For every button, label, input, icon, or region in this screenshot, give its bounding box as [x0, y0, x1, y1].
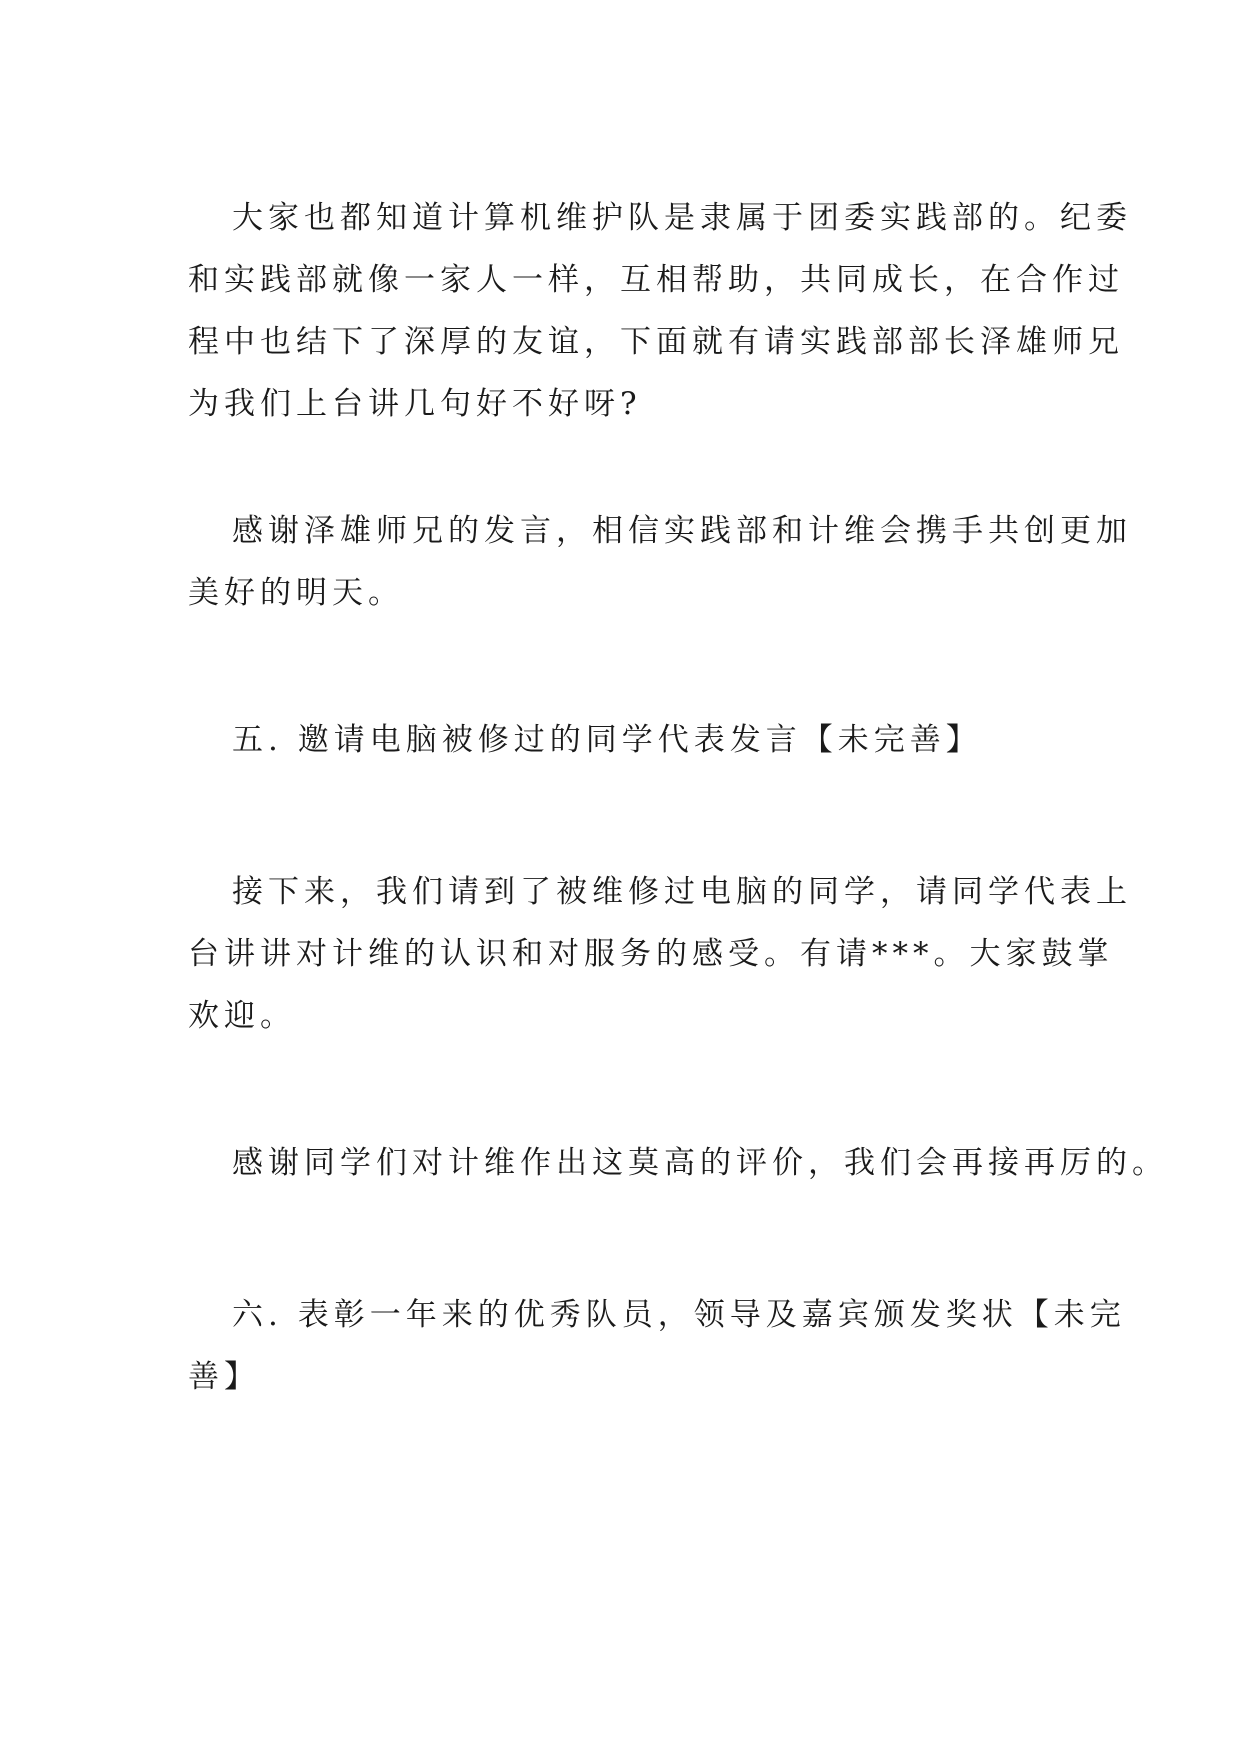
text-line: 大家也都知道计算机维护队是隶属于团委实践部的。纪委	[232, 200, 1132, 236]
paragraph-invite-students	[188, 861, 1132, 1047]
text-line: 接下来，我们请到了被维修过电脑的同学，请同学代表上	[232, 874, 1132, 910]
text-line: 欢迎。	[188, 998, 296, 1034]
text-line: 台讲讲对计维的认识和对服务的感受。有请***。大家鼓掌	[188, 936, 1114, 972]
section-heading-six	[188, 1284, 1126, 1408]
text-line: 为我们上台讲几句好不好呀?	[188, 386, 642, 422]
text-line: 美好的明天。	[188, 575, 404, 611]
text-line: 五. 邀请电脑被修过的同学代表发言【未完善】	[232, 722, 982, 758]
paragraph-thanks-minister	[188, 500, 1132, 624]
section-heading-five	[188, 709, 1068, 771]
text-line: 善】	[188, 1359, 260, 1395]
paragraph-invite-practice-minister	[188, 187, 1132, 435]
text-line: 六. 表彰一年来的优秀队员，领导及嘉宾颁发奖状【未完	[232, 1297, 1126, 1333]
text-line: 和实践部就像一家人一样，互相帮助，共同成长，在合作过	[188, 262, 1124, 298]
paragraph-thanks-students	[188, 1132, 1168, 1194]
text-line: 程中也结下了深厚的友谊，下面就有请实践部部长泽雄师兄	[188, 324, 1124, 360]
text-line: 感谢同学们对计维作出这莫高的评价，我们会再接再厉的。	[232, 1145, 1168, 1181]
text-line: 感谢泽雄师兄的发言，相信实践部和计维会携手共创更加	[232, 513, 1132, 549]
